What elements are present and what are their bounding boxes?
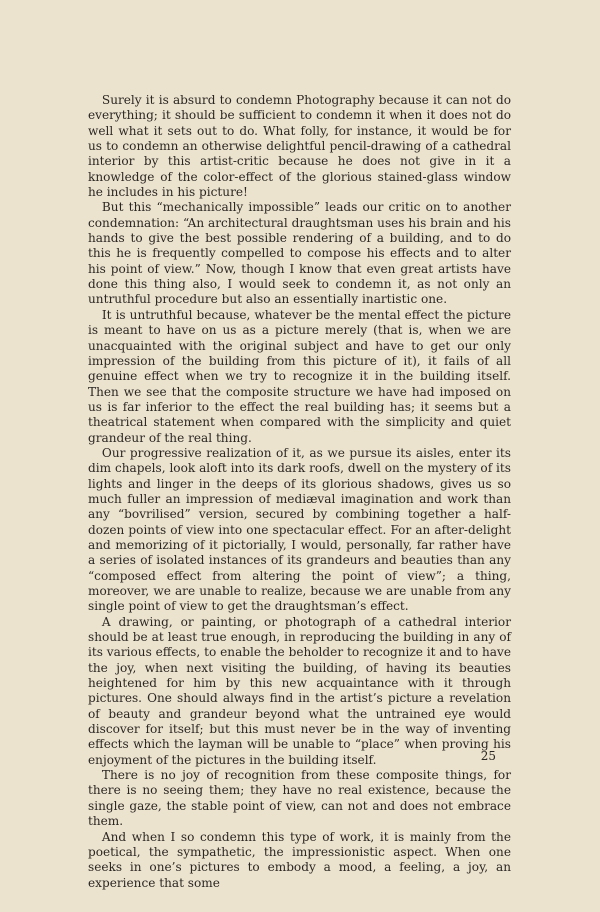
paragraph-2: But this “mechanically impossible” leads our critic on to another condemnation: “An architectural draughtsman uses his brain and his hands to give the best possible rendering of a building, and to do this he is frequently compelled to compose his effects and to alter his point of view.” Now, though I know that even great artists have done this thing also, I would seek to condemn it, as not only an untruthful procedure but also an essentially inartistic one. <box>88 200 511 307</box>
paragraph-5: A drawing, or painting, or photograph of a cathedral interior should be at least true enough, in reproducing the building in any of its various effects, to enable the beholder to recognize it and to have the joy, when next visiting the building, of having its beauties heightened for him by this new acquaintance with it through pictures. One should always find in the artist’s picture a revelation of beauty and grandeur beyond what the untrained eye would discover for itself; but this must never be in the way of inventing effects which the layman will be unable to “place” when proving his enjoyment of the pictures in the building itself. <box>88 614 511 767</box>
page-number: 25 <box>480 749 496 763</box>
paragraph-3: It is untruthful because, whatever be the mental effect the picture is meant to have on us as a picture merely (that is, when we are unacquainted with the original subject and have to get our only impression of the building from this picture of it), it fails of all genuine effect when we try to recognize it in the building itself. Then we see that the composite structure we have had imposed on us is far inferior to the effect the real building has; it seems but a theatrical statement when compared with the simplicity and quiet grandeur of the real thing. <box>88 307 511 445</box>
paragraph-7: And when I so condemn this type of work, it is mainly from the poetical, the sympathetic, the impressionistic aspect. When one seeks in one’s pictures to embody a mood, a feeling, a joy, an experience that some <box>88 829 511 890</box>
paragraph-6: There is no joy of recognition from these composite things, for there is no seeing them; they have no real existence, because the single gaze, the stable point of view, can not and does not embrace them. <box>88 768 511 829</box>
paragraph-4: Our progressive realization of it, as we pursue its aisles, enter its dim chapels, look aloft into its dark roofs, dwell on the mystery of its lights and linger in the deeps of its glorious shadows, gives us so much fuller an impression of mediæval imagination and work than any “bovrilised” version, secured by combining together a half-dozen points of view into one spectacular effect. For an after-delight and memorizing of it pictorially, I would, personally, far rather have a series of isolated instances of its grandeurs and beauties than any “composed effect from altering the point of view”; a thing, moreover, we are unable to realize, because we are unable from any single point of view to get the draughtsman’s effect. <box>88 445 511 614</box>
paragraph-1: Surely it is absurd to condemn Photography because it can not do everything; it should be sufficient to condemn it when it does not do well what it sets out to do. What folly, for instance, it would be for us to condemn an otherwise delightful pencil-drawing of a cathedral interior by this artist-critic because he does not give in it a knowledge of the color-effect of the glorious stained-glass window he includes in his picture! <box>88 93 511 200</box>
body-text <box>88 93 511 891</box>
